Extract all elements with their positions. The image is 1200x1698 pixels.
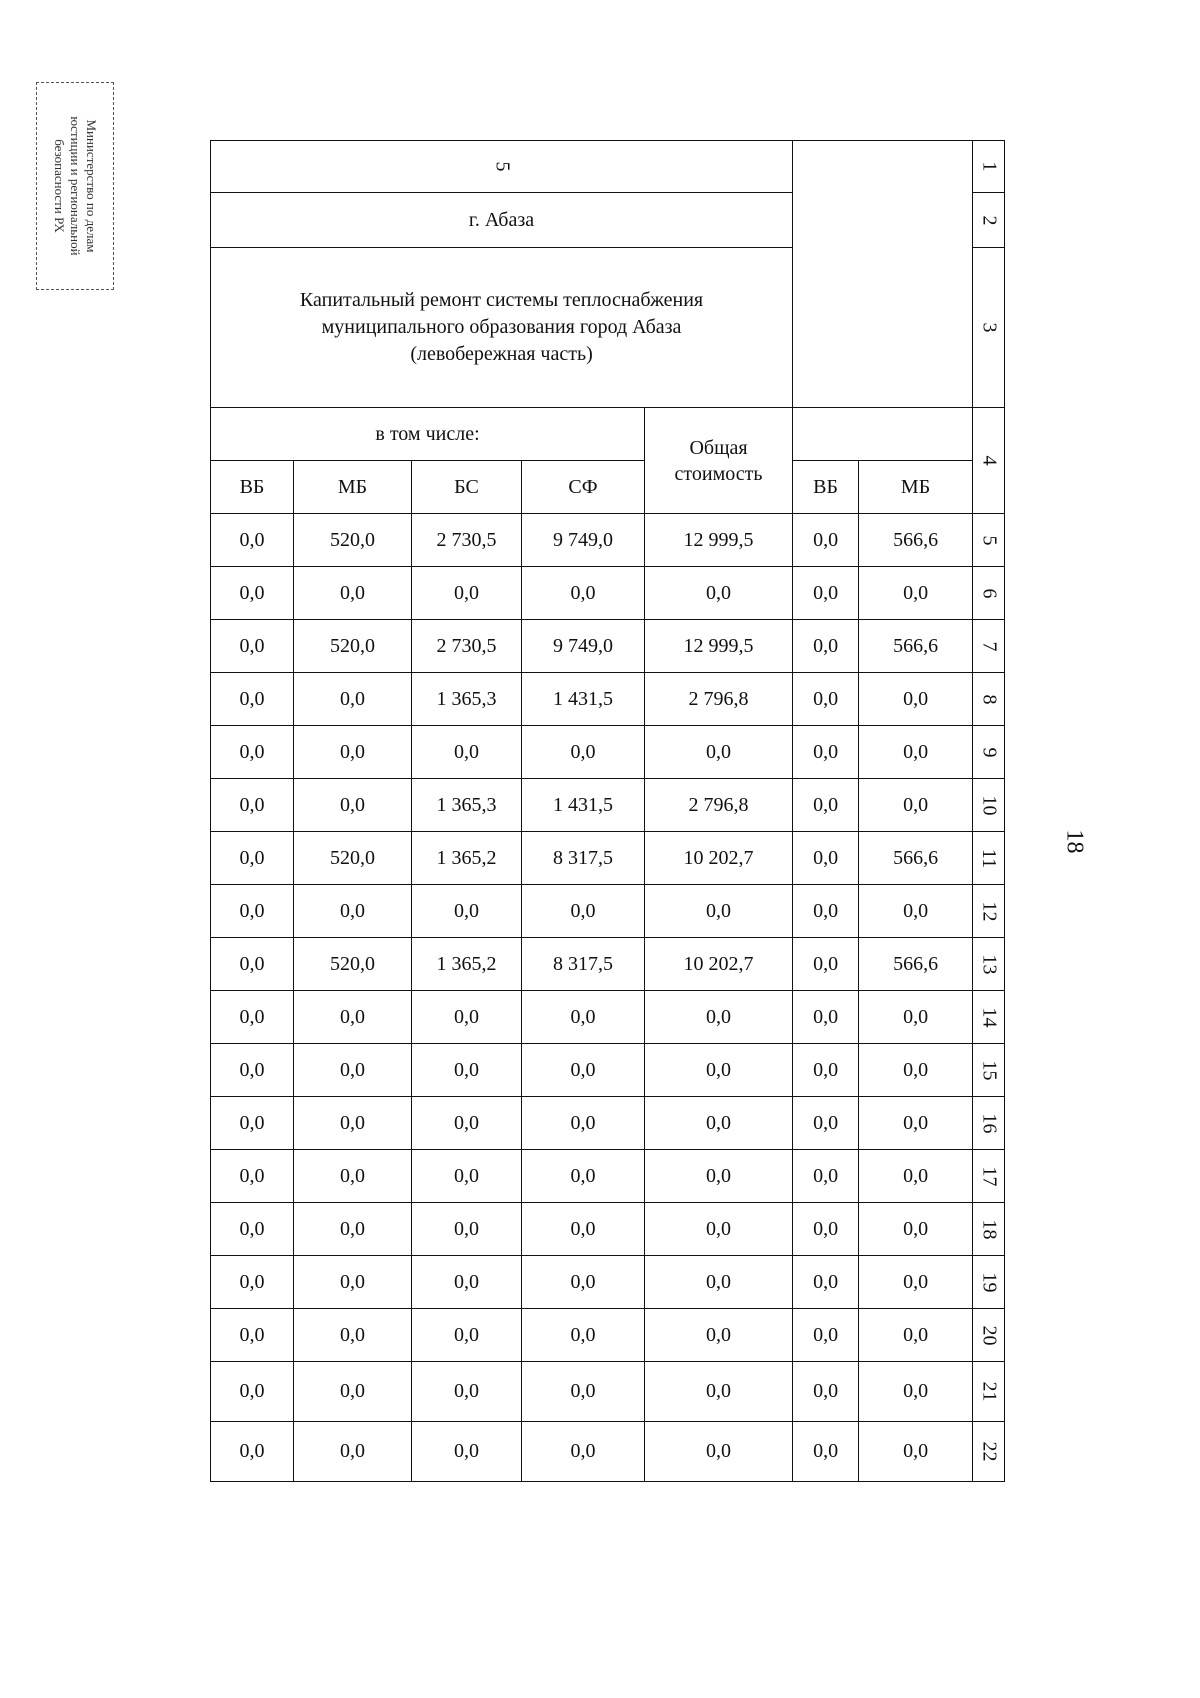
table-cell: 0,0 bbox=[859, 991, 973, 1044]
table-cell: 2 796,8 bbox=[645, 673, 793, 726]
header-row-5 bbox=[211, 461, 1005, 514]
table-cell: 520,0 bbox=[294, 620, 412, 673]
row-number: 22 bbox=[978, 1441, 1001, 1462]
table-cell: 0,0 bbox=[793, 1150, 859, 1203]
col-header-right-mb: МБ bbox=[859, 461, 973, 514]
table-cell: 0,0 bbox=[211, 1309, 294, 1362]
col-header-mb: МБ bbox=[294, 461, 412, 514]
row-number-cell bbox=[973, 1097, 1005, 1150]
table-cell: 0,0 bbox=[793, 991, 859, 1044]
table-cell: 0,0 bbox=[412, 1097, 522, 1150]
table-cell: 0,0 bbox=[859, 1362, 973, 1422]
table-cell: 0,0 bbox=[522, 1309, 645, 1362]
table-cell: 0,0 bbox=[645, 1203, 793, 1256]
page-number: 18 bbox=[1061, 829, 1088, 854]
table-cell: 0,0 bbox=[412, 567, 522, 620]
table-cell: 0,0 bbox=[294, 673, 412, 726]
row-number: 9 bbox=[978, 747, 1001, 757]
table-row bbox=[211, 938, 1005, 991]
table-cell: 0,0 bbox=[211, 514, 294, 567]
registration-stamp bbox=[36, 82, 114, 290]
table-cell: 566,6 bbox=[859, 938, 973, 991]
row-number-cell bbox=[973, 1309, 1005, 1362]
table-row bbox=[211, 832, 1005, 885]
table-cell: 0,0 bbox=[294, 1309, 412, 1362]
row-number: 11 bbox=[978, 848, 1001, 868]
table-cell: 0,0 bbox=[211, 1362, 294, 1422]
table-cell: 0,0 bbox=[645, 1097, 793, 1150]
table-cell: 0,0 bbox=[793, 1422, 859, 1482]
table-row bbox=[211, 514, 1005, 567]
table-row bbox=[211, 673, 1005, 726]
table-cell: 0,0 bbox=[412, 885, 522, 938]
table-cell: 0,0 bbox=[211, 620, 294, 673]
table-cell: 0,0 bbox=[645, 1150, 793, 1203]
including-label-cell: в том числе: bbox=[211, 408, 645, 461]
blank-subheader-cell bbox=[793, 408, 973, 461]
row-number-cell bbox=[973, 991, 1005, 1044]
row-number-cell bbox=[973, 1150, 1005, 1203]
col-header-right-vb: ВБ bbox=[793, 461, 859, 514]
table-row bbox=[211, 620, 1005, 673]
table-cell: 2 730,5 bbox=[412, 620, 522, 673]
table-cell: 0,0 bbox=[294, 1097, 412, 1150]
table-cell: 0,0 bbox=[645, 885, 793, 938]
blank-header-cell bbox=[793, 141, 973, 408]
table-row bbox=[211, 1203, 1005, 1256]
table-cell: 0,0 bbox=[412, 1309, 522, 1362]
table-cell: 0,0 bbox=[859, 673, 973, 726]
budget-table bbox=[210, 140, 1005, 1482]
table-cell: 0,0 bbox=[793, 673, 859, 726]
stamp-text bbox=[51, 86, 99, 286]
header-row-1 bbox=[211, 141, 1005, 193]
table-cell: 0,0 bbox=[412, 1044, 522, 1097]
table-cell: 12 999,5 bbox=[645, 514, 793, 567]
row-number-cell bbox=[973, 1044, 1005, 1097]
table-cell: 1 365,3 bbox=[412, 779, 522, 832]
table-cell: 0,0 bbox=[412, 726, 522, 779]
table-row bbox=[211, 885, 1005, 938]
table-cell: 0,0 bbox=[294, 885, 412, 938]
table-cell: 0,0 bbox=[793, 1097, 859, 1150]
row-number-cell bbox=[973, 1256, 1005, 1309]
table-cell: 1 365,2 bbox=[412, 832, 522, 885]
table-cell: 0,0 bbox=[522, 1362, 645, 1422]
table-cell: 0,0 bbox=[211, 1256, 294, 1309]
table-cell: 0,0 bbox=[211, 1422, 294, 1482]
table-cell: 0,0 bbox=[211, 1097, 294, 1150]
table-cell: 0,0 bbox=[793, 620, 859, 673]
table-cell: 0,0 bbox=[645, 1362, 793, 1422]
table-cell: 0,0 bbox=[859, 1256, 973, 1309]
table-row bbox=[211, 1150, 1005, 1203]
table-cell: 0,0 bbox=[522, 1044, 645, 1097]
table-cell: 0,0 bbox=[859, 1044, 973, 1097]
table-cell: 0,0 bbox=[211, 1203, 294, 1256]
table-cell: 0,0 bbox=[294, 1044, 412, 1097]
table-cell: 566,6 bbox=[859, 832, 973, 885]
table-cell: 0,0 bbox=[294, 991, 412, 1044]
table-row bbox=[211, 1422, 1005, 1482]
row-number-cell bbox=[973, 938, 1005, 991]
row-number: 20 bbox=[978, 1325, 1001, 1345]
table-cell: 0,0 bbox=[522, 1256, 645, 1309]
table-cell: 520,0 bbox=[294, 938, 412, 991]
table-cell: 8 317,5 bbox=[522, 832, 645, 885]
table-cell: 1 431,5 bbox=[522, 779, 645, 832]
table-cell: 0,0 bbox=[294, 1256, 412, 1309]
table-cell: 0,0 bbox=[211, 567, 294, 620]
table-row bbox=[211, 1097, 1005, 1150]
row-number-cell: 1 bbox=[973, 141, 1005, 193]
table-cell: 520,0 bbox=[294, 514, 412, 567]
stamp-line: юстиции и региональной bbox=[68, 116, 83, 256]
row-number: 15 bbox=[978, 1060, 1001, 1080]
table-row bbox=[211, 1044, 1005, 1097]
table-cell: 0,0 bbox=[294, 1362, 412, 1422]
table-cell: 0,0 bbox=[793, 1362, 859, 1422]
row-number-cell bbox=[973, 1203, 1005, 1256]
table-cell: 0,0 bbox=[211, 1150, 294, 1203]
table-row bbox=[211, 991, 1005, 1044]
table-cell: 0,0 bbox=[522, 885, 645, 938]
table-cell: 1 365,2 bbox=[412, 938, 522, 991]
table-cell: 0,0 bbox=[522, 567, 645, 620]
table-cell: 0,0 bbox=[793, 1309, 859, 1362]
table-cell: 10 202,7 bbox=[645, 832, 793, 885]
header-cell-5: 5 bbox=[211, 141, 793, 193]
table-cell: 0,0 bbox=[859, 885, 973, 938]
col-header-sf: СФ bbox=[522, 461, 645, 514]
row-number: 5 bbox=[978, 535, 1001, 545]
row-number: 19 bbox=[978, 1272, 1001, 1292]
table-cell: 0,0 bbox=[294, 726, 412, 779]
table-cell: 0,0 bbox=[793, 885, 859, 938]
table-cell: 0,0 bbox=[522, 1422, 645, 1482]
table-cell: 0,0 bbox=[859, 1203, 973, 1256]
table-cell: 0,0 bbox=[211, 779, 294, 832]
row-number: 13 bbox=[978, 954, 1001, 974]
row-number-cell bbox=[973, 885, 1005, 938]
table-cell: 0,0 bbox=[793, 1044, 859, 1097]
table-cell: 0,0 bbox=[211, 885, 294, 938]
table-cell: 0,0 bbox=[522, 1097, 645, 1150]
row-number-cell bbox=[973, 567, 1005, 620]
table-row bbox=[211, 779, 1005, 832]
col-header-vb: ВБ bbox=[211, 461, 294, 514]
table-cell: 0,0 bbox=[522, 1203, 645, 1256]
row-number: 6 bbox=[978, 588, 1001, 598]
row-number: 21 bbox=[978, 1381, 1001, 1402]
table-cell: 0,0 bbox=[859, 567, 973, 620]
total-cost-label: Общая стоимость bbox=[674, 436, 763, 485]
table-cell: 0,0 bbox=[294, 1150, 412, 1203]
table-cell: 0,0 bbox=[522, 991, 645, 1044]
table-cell: 8 317,5 bbox=[522, 938, 645, 991]
stamp-line: Министерство по делам bbox=[84, 119, 99, 253]
table-cell: 0,0 bbox=[645, 1256, 793, 1309]
table-cell: 0,0 bbox=[793, 1203, 859, 1256]
total-cost-header bbox=[645, 408, 793, 514]
table-cell: 0,0 bbox=[793, 1256, 859, 1309]
table-cell: 0,0 bbox=[412, 991, 522, 1044]
table-cell: 0,0 bbox=[645, 567, 793, 620]
row-number-cell bbox=[973, 779, 1005, 832]
row-number: 8 bbox=[978, 694, 1001, 704]
table-cell: 0,0 bbox=[645, 1044, 793, 1097]
table-cell: 0,0 bbox=[211, 938, 294, 991]
table-row bbox=[211, 1309, 1005, 1362]
table-cell: 0,0 bbox=[645, 726, 793, 779]
table-row bbox=[211, 726, 1005, 779]
table-cell: 0,0 bbox=[294, 779, 412, 832]
col-header-bs: БС bbox=[412, 461, 522, 514]
row-number-cell bbox=[973, 673, 1005, 726]
table-cell: 0,0 bbox=[522, 726, 645, 779]
row-number: 10 bbox=[978, 795, 1001, 815]
city-cell: г. Абаза bbox=[211, 193, 793, 248]
table-cell: 0,0 bbox=[645, 1309, 793, 1362]
table-row bbox=[211, 567, 1005, 620]
row-number: 16 bbox=[978, 1113, 1001, 1133]
table-cell: 0,0 bbox=[859, 1309, 973, 1362]
table-cell: 10 202,7 bbox=[645, 938, 793, 991]
table-cell: 0,0 bbox=[859, 1150, 973, 1203]
table-cell: 2 730,5 bbox=[412, 514, 522, 567]
table-cell: 566,6 bbox=[859, 514, 973, 567]
row-number-cell: 3 bbox=[973, 248, 1005, 408]
table-cell: 0,0 bbox=[793, 567, 859, 620]
table-cell: 12 999,5 bbox=[645, 620, 793, 673]
header-row-4 bbox=[211, 408, 1005, 461]
table-cell: 0,0 bbox=[793, 779, 859, 832]
table-cell: 566,6 bbox=[859, 620, 973, 673]
row-number-cell: 4 bbox=[973, 408, 1005, 514]
table-cell: 0,0 bbox=[412, 1362, 522, 1422]
table-cell: 0,0 bbox=[412, 1256, 522, 1309]
project-title: Капитальный ремонт системы теплоснабжения муниципального образования город Абаза (левобережная часть) bbox=[299, 289, 704, 365]
table-cell: 0,0 bbox=[522, 1150, 645, 1203]
table-cell: 0,0 bbox=[294, 1422, 412, 1482]
table-cell: 0,0 bbox=[412, 1150, 522, 1203]
table-cell: 0,0 bbox=[211, 673, 294, 726]
row-number: 7 bbox=[978, 641, 1001, 651]
table-cell: 0,0 bbox=[211, 726, 294, 779]
table-cell: 0,0 bbox=[412, 1422, 522, 1482]
table-cell: 0,0 bbox=[645, 1422, 793, 1482]
table-cell: 2 796,8 bbox=[645, 779, 793, 832]
project-title-cell bbox=[211, 248, 793, 408]
row-number: 18 bbox=[978, 1219, 1001, 1239]
table-cell: 1 431,5 bbox=[522, 673, 645, 726]
table-cell: 0,0 bbox=[294, 1203, 412, 1256]
row-number-cell bbox=[973, 726, 1005, 779]
table-cell: 0,0 bbox=[294, 567, 412, 620]
table-cell: 0,0 bbox=[211, 991, 294, 1044]
row-number-cell bbox=[973, 1362, 1005, 1422]
table-cell: 0,0 bbox=[859, 779, 973, 832]
table-cell: 0,0 bbox=[412, 1203, 522, 1256]
row-number-cell: 2 bbox=[973, 193, 1005, 248]
table-cell: 0,0 bbox=[793, 832, 859, 885]
row-number: 12 bbox=[978, 901, 1001, 921]
table-cell: 0,0 bbox=[211, 1044, 294, 1097]
table-cell: 1 365,3 bbox=[412, 673, 522, 726]
row-number-cell bbox=[973, 1422, 1005, 1482]
table-cell: 9 749,0 bbox=[522, 620, 645, 673]
row-number-cell bbox=[973, 832, 1005, 885]
table-cell: 0,0 bbox=[859, 726, 973, 779]
table-row bbox=[211, 1362, 1005, 1422]
table-cell: 0,0 bbox=[859, 1097, 973, 1150]
table-cell: 0,0 bbox=[793, 514, 859, 567]
table-cell: 0,0 bbox=[211, 832, 294, 885]
row-number-cell bbox=[973, 514, 1005, 567]
budget-table-wrapper bbox=[210, 140, 1005, 1482]
table-row bbox=[211, 1256, 1005, 1309]
table-cell: 9 749,0 bbox=[522, 514, 645, 567]
row-number-cell bbox=[973, 620, 1005, 673]
row-number: 17 bbox=[978, 1166, 1001, 1186]
table-cell: 0,0 bbox=[793, 938, 859, 991]
row-number: 14 bbox=[978, 1007, 1001, 1027]
table-cell: 0,0 bbox=[793, 726, 859, 779]
table-cell: 520,0 bbox=[294, 832, 412, 885]
stamp-line: безопасности РХ bbox=[52, 139, 67, 233]
table-cell: 0,0 bbox=[645, 991, 793, 1044]
table-cell: 0,0 bbox=[859, 1422, 973, 1482]
